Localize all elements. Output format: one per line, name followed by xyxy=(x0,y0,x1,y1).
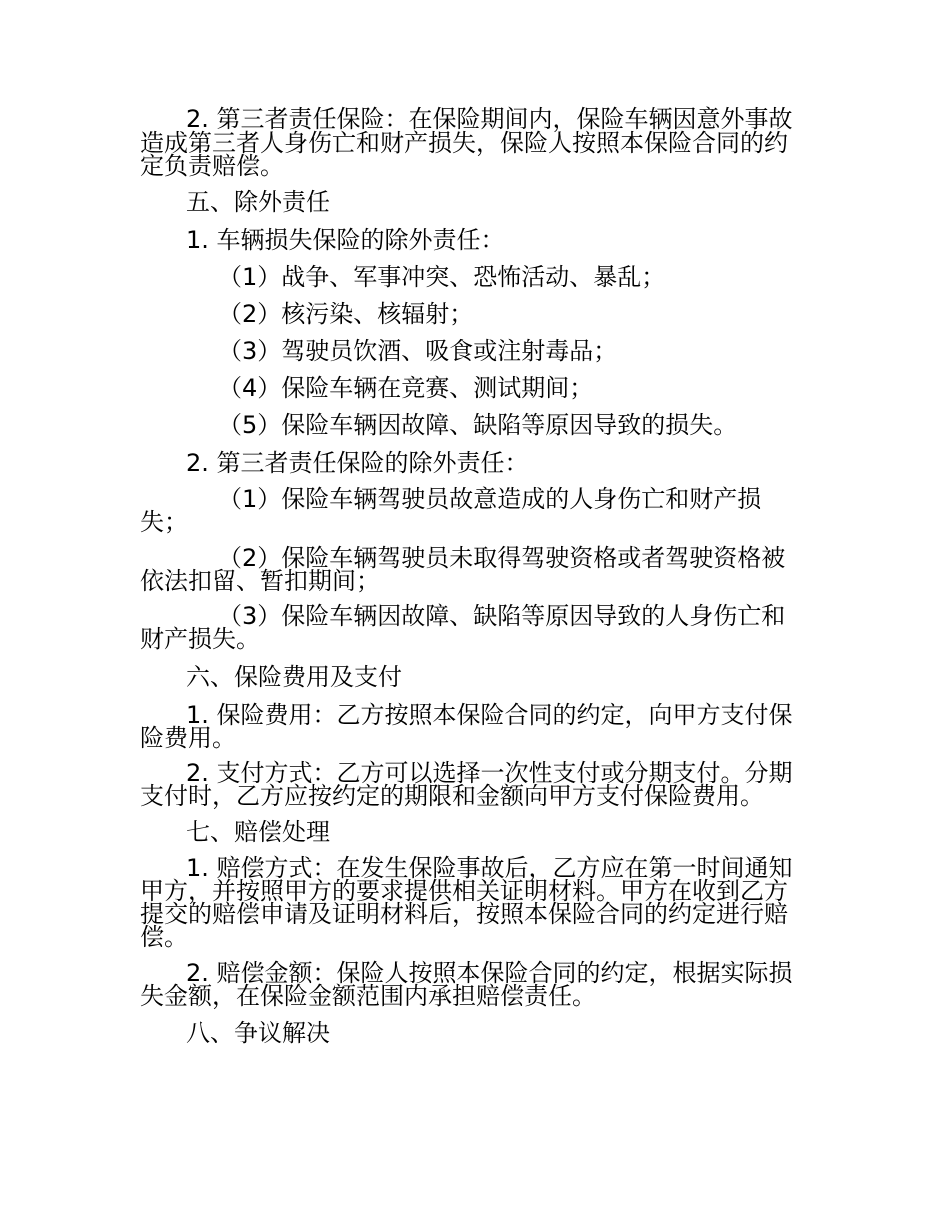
list-item: （3）驾驶员饮酒、吸食或注射毒品； xyxy=(218,337,618,365)
text-line: 定负责赔偿。 xyxy=(140,152,284,180)
text-line: 提交的赔偿申请及证明材料后，按照本保险合同的约定进行赔 xyxy=(140,900,788,928)
list-item: （4）保险车辆在竞赛、测试期间； xyxy=(218,374,594,402)
list-item: （3）保险车辆因故障、缺陷等原因导致的人身伤亡和 xyxy=(218,602,786,630)
text-line: 失金额，在保险金额范围内承担赔偿责任。 xyxy=(140,982,596,1010)
text-line: 2. 第三者责任保险的除外责任： xyxy=(186,449,529,477)
text-line: 依法扣留、暂扣期间； xyxy=(140,567,380,595)
text-line: 1. 车辆损失保险的除外责任： xyxy=(186,226,505,254)
text-line: 1. 赔偿方式：在发生保险事故后，乙方应在第一时间通知 xyxy=(186,854,793,882)
text-line: 偿。 xyxy=(140,923,188,951)
list-item: （1）保险车辆驾驶员故意造成的人身伤亡和财产损 xyxy=(218,485,762,513)
text-line: 财产损失。 xyxy=(140,625,260,653)
list-item: （2）核污染、核辐射； xyxy=(218,300,474,328)
list-item: （1）战争、军事冲突、恐怖活动、暴乱； xyxy=(218,263,666,291)
text-line: 2. 赔偿金额：保险人按照本保险合同的约定，根据实际损 xyxy=(186,959,793,987)
section-heading: 八、争议解决 xyxy=(186,1019,330,1047)
section-heading: 七、赔偿处理 xyxy=(186,818,330,846)
text-line: 1. 保险费用：乙方按照本保险合同的约定，向甲方支付保 xyxy=(186,701,793,729)
text-line: 失； xyxy=(140,508,188,536)
text-line: 2. 支付方式：乙方可以选择一次性支付或分期支付。分期 xyxy=(186,759,793,787)
text-line: 造成第三者人身伤亡和财产损失，保险人按照本保险合同的约 xyxy=(140,129,788,157)
text-line: 甲方，并按照甲方的要求提供相关证明材料。甲方在收到乙方 xyxy=(140,877,788,905)
list-item: （2）保险车辆驾驶员未取得驾驶资格或者驾驶资格被 xyxy=(218,544,786,572)
list-item: （5）保险车辆因故障、缺陷等原因导致的损失。 xyxy=(218,411,738,439)
text-line: 险费用。 xyxy=(140,724,236,752)
section-heading: 五、除外责任 xyxy=(186,188,330,216)
section-heading: 六、保险费用及支付 xyxy=(186,663,402,691)
text-line: 2. 第三者责任保险：在保险期间内，保险车辆因意外事故 xyxy=(186,105,793,133)
text-line: 支付时，乙方应按约定的期限和金额向甲方支付保险费用。 xyxy=(140,782,764,810)
